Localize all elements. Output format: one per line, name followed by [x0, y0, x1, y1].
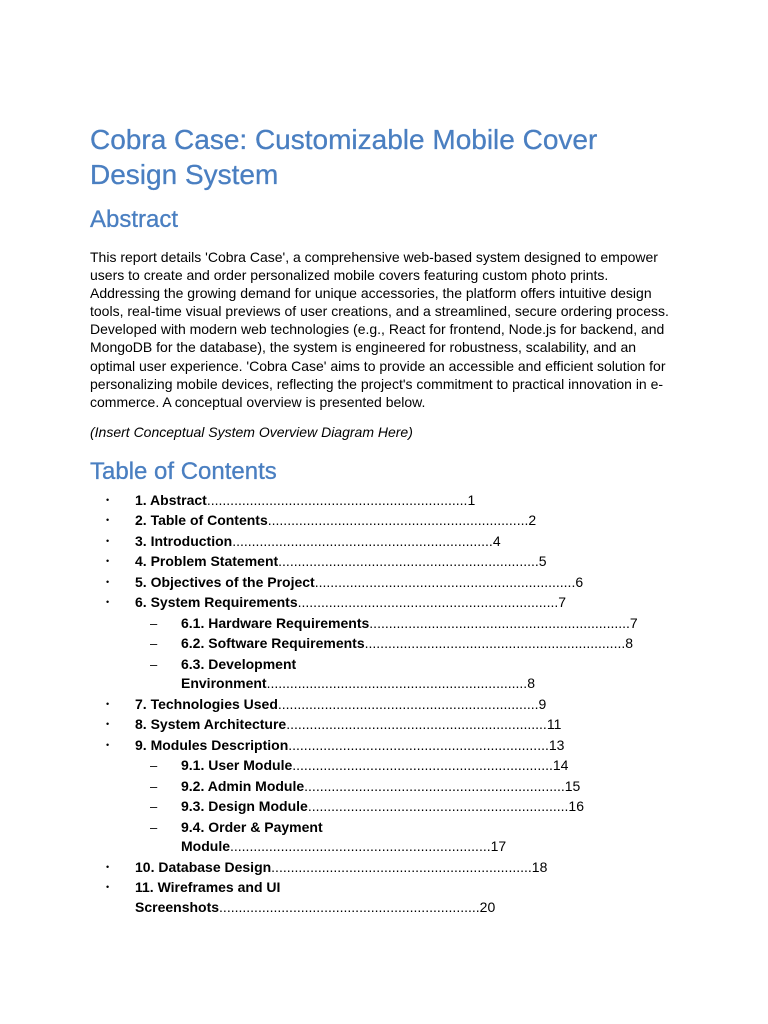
abstract-heading: Abstract: [90, 206, 179, 233]
bullet-icon: •: [106, 698, 110, 709]
toc-list: [90, 491, 690, 918]
toc-entry-title: 4. Problem Statement: [135, 553, 279, 570]
bullet-icon: •: [106, 597, 110, 608]
toc-entry-title: 6.1. Hardware Requirements: [181, 614, 370, 631]
toc-entry-title: 6.3. Development Environment: [181, 655, 297, 692]
document-title: Cobra Case: Customizable Mobile Cover Design System: [90, 124, 598, 190]
toc-entry-title: 7. Technologies Used: [135, 695, 278, 712]
toc-entry-title: 9.4. Order & Payment Module: [181, 818, 323, 855]
bullet-icon: •: [106, 882, 110, 893]
toc-subitem[interactable]: [90, 756, 690, 776]
toc-entry-title: 5. Objectives of the Project: [135, 573, 315, 590]
toc-page-number: 17: [490, 838, 507, 855]
toc-entry-title: 9.2. Admin Module: [181, 777, 305, 794]
toc-subitem[interactable]: [90, 818, 507, 857]
toc-item[interactable]: [90, 736, 690, 756]
toc-entry-title: 11. Wireframes and UI Screenshots: [135, 879, 281, 915]
bullet-icon: •: [106, 556, 110, 567]
toc-entry-title: 9.1. User Module: [181, 757, 293, 774]
toc-page-number: 14: [552, 757, 569, 774]
bullet-icon: •: [106, 535, 110, 546]
toc-page-number: 8: [527, 675, 535, 692]
toc-leader: ...................................................................: [288, 736, 549, 753]
toc-page-number: 16: [568, 798, 584, 815]
toc-entry-title: 9.3. Design Module: [181, 798, 308, 815]
diagram-placeholder: (Insert Conceptual System Overview Diagram Here): [90, 423, 413, 440]
toc-leader: ...................................................................: [278, 553, 539, 570]
toc-leader: ...................................................................: [304, 777, 565, 794]
toc-item[interactable]: [90, 715, 690, 735]
document-page: [90, 122, 690, 918]
toc-item[interactable]: [90, 491, 690, 511]
toc-page-number: 4: [492, 532, 501, 549]
bullet-icon: •: [106, 515, 110, 526]
dash-icon: –: [150, 778, 158, 794]
dash-icon: –: [150, 615, 158, 631]
toc-item[interactable]: [90, 858, 690, 878]
dash-icon: –: [150, 819, 158, 835]
toc-leader: ...................................................................: [219, 898, 480, 915]
dash-icon: –: [150, 636, 158, 652]
toc-page-number: 7: [629, 614, 638, 631]
toc-page-number: 15: [564, 777, 581, 794]
toc-leader: ...................................................................: [266, 675, 528, 692]
toc-subitem[interactable]: [90, 634, 690, 654]
toc-page-number: 2: [528, 512, 537, 529]
bullet-icon: •: [106, 739, 110, 750]
toc-item[interactable]: [90, 552, 690, 572]
toc-leader: ...................................................................: [364, 635, 626, 652]
toc-entry-title: 2. Table of Contents: [135, 512, 268, 529]
toc-item[interactable]: [90, 573, 690, 593]
toc-item[interactable]: [90, 532, 690, 552]
abstract-paragraph: This report details 'Cobra Case', a comprehensive web-based system designed to empower users to create and order personalized mobile covers featuring custom photo prints. Addressing the growing demand for unique accessories, the platform offers intuitive design tools, real-time visual previews of user creations, and a streamlined, secure ordering process. Developed with modern web technologies (e.g., React for frontend, Node.js for backend, and MongoDB for the database), the system is engineered for robustness, scalability, and an optimal user experience. 'Cobra Case' aims to provide an accessible and efficient solution for personalizing mobile devices, reflecting the project's commitment to practical innovation in e-commerce. A conceptual overview is presented below.: [90, 249, 669, 410]
toc-leader: ...................................................................: [307, 798, 569, 815]
toc-entry-title: 6. System Requirements: [135, 594, 298, 611]
toc-leader: ...................................................................: [314, 573, 576, 590]
toc-heading: Table of Contents: [90, 457, 277, 485]
bullet-icon: •: [106, 861, 110, 872]
toc-leader: ...................................................................: [297, 594, 559, 611]
toc-page-number: 13: [548, 736, 565, 753]
bullet-icon: •: [106, 719, 110, 730]
toc-entry-title: 10. Database Design: [135, 858, 272, 875]
toc-entry-title: 8. System Architecture: [135, 716, 287, 733]
toc-leader: ...................................................................: [271, 858, 532, 875]
dash-icon: –: [150, 799, 158, 815]
toc-page-number: 1: [467, 491, 476, 508]
toc-entry-title: 1. Abstract: [135, 491, 207, 508]
toc-page-number: 8: [625, 635, 634, 652]
toc-item[interactable]: [90, 695, 690, 715]
toc-item[interactable]: [90, 878, 496, 917]
toc-leader: ...................................................................: [286, 716, 547, 733]
toc-page-number: 20: [479, 898, 496, 915]
toc-page-number: 6: [575, 573, 584, 590]
toc-subitem[interactable]: [90, 655, 535, 694]
toc-leader: ...................................................................: [292, 757, 553, 774]
bullet-icon: •: [106, 494, 110, 505]
toc-leader: ...................................................................: [206, 491, 468, 508]
toc-page-number: 9: [538, 695, 547, 712]
toc-entry-title: 6.2. Software Requirements: [181, 635, 365, 652]
toc-leader: ...................................................................: [267, 512, 529, 529]
toc-page-number: 18: [531, 858, 548, 875]
toc-page-number: 5: [538, 553, 547, 570]
dash-icon: –: [150, 656, 158, 672]
toc-subitem[interactable]: [90, 797, 690, 817]
toc-page-number: 7: [558, 594, 567, 611]
toc-subitem[interactable]: [90, 777, 690, 797]
toc-leader: ...................................................................: [369, 614, 630, 631]
bullet-icon: •: [106, 576, 110, 587]
dash-icon: –: [150, 758, 158, 774]
toc-leader: ...................................................................: [232, 532, 493, 549]
toc-item[interactable]: [90, 511, 690, 531]
toc-subitem[interactable]: [90, 614, 690, 634]
toc-leader: ...................................................................: [277, 695, 539, 712]
toc-entry-title: 3. Introduction: [135, 532, 233, 549]
toc-item[interactable]: [90, 593, 690, 613]
toc-entry-title: 9. Modules Description: [135, 736, 289, 753]
toc-page-number: 11: [546, 716, 562, 733]
toc-leader: ...................................................................: [230, 838, 491, 855]
